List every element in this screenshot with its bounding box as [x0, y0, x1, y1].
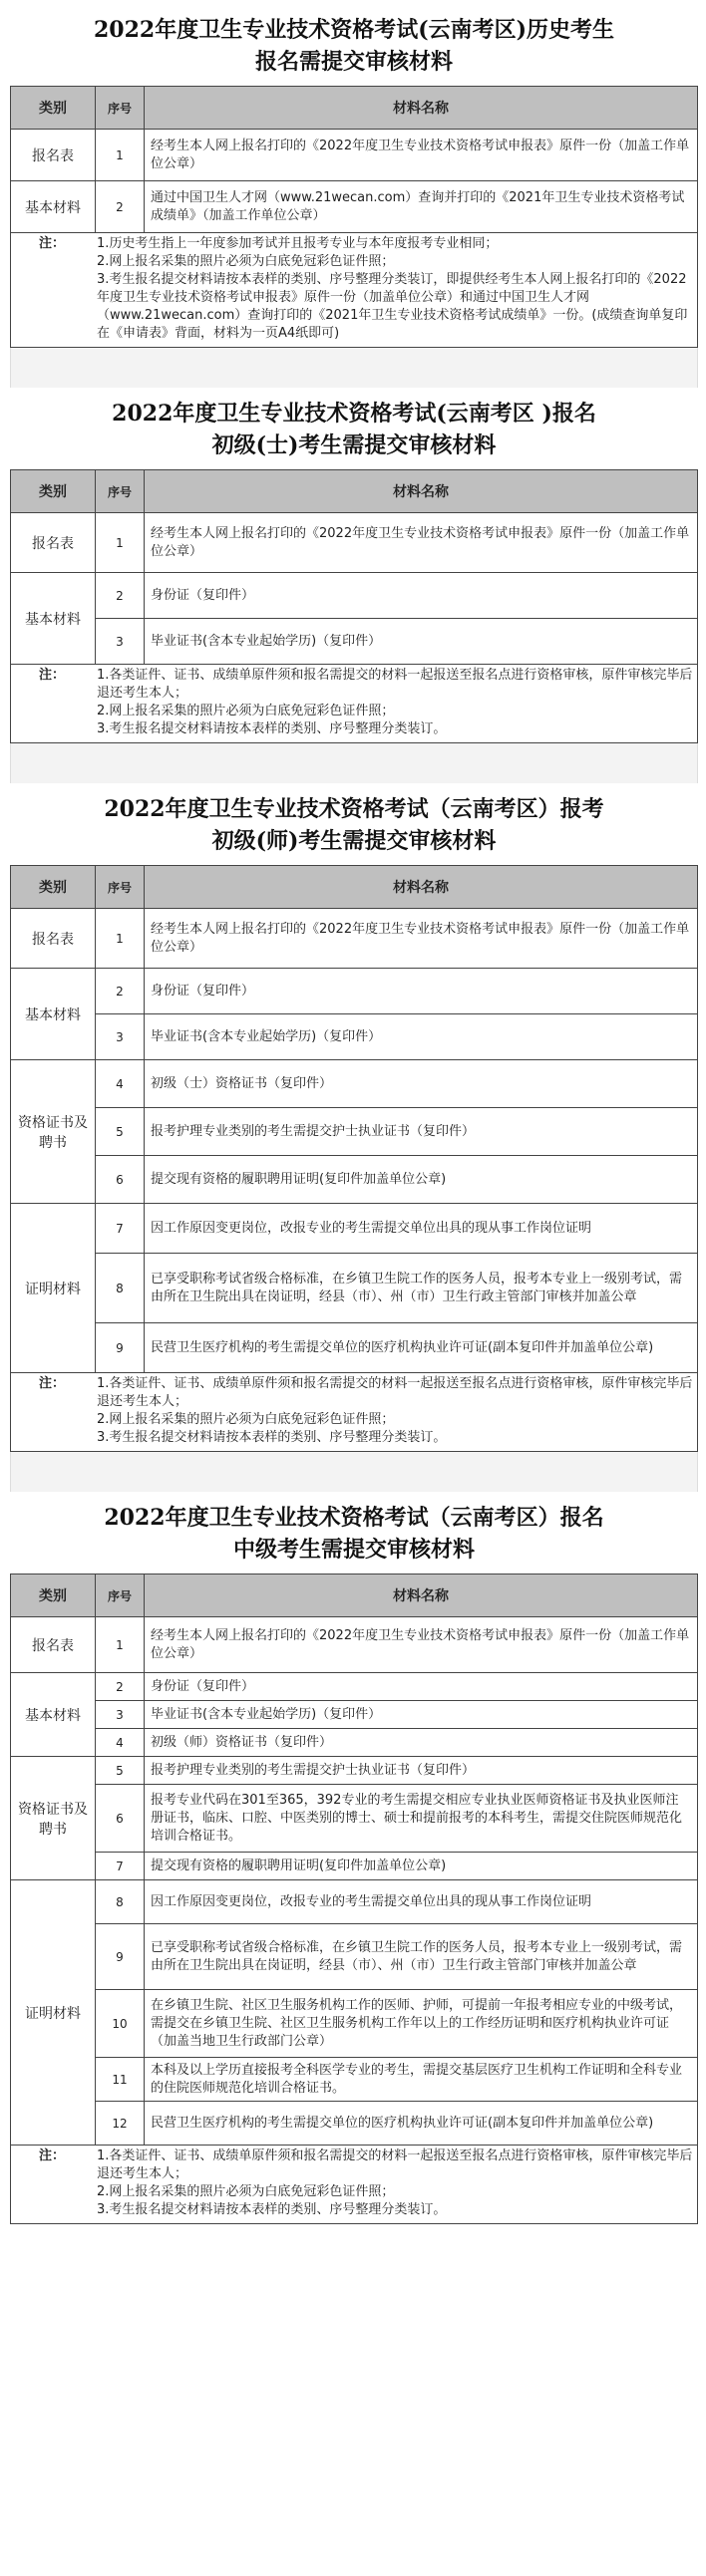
- number-cell: 9: [96, 1323, 145, 1373]
- notes-block: [10, 233, 698, 348]
- category-cell: 资格证书及聘书: [11, 1757, 96, 1880]
- table-row: [11, 1060, 698, 1108]
- category-cell: 证明材料: [11, 1204, 96, 1373]
- number-cell: 4: [96, 1060, 145, 1108]
- category-cell: 基本材料: [11, 573, 96, 665]
- section-title: 2022年度卫生专业技术资格考试(云南考区 )报名 初级(士)考生需提交审核材料: [112, 401, 596, 458]
- table-header-row: [11, 470, 698, 513]
- number-cell: 10: [96, 1990, 145, 2058]
- number-cell: 1: [96, 130, 145, 181]
- material-cell: 因工作原因变更岗位，改报专业的考生需提交单位出具的现从事工作岗位证明: [145, 1880, 698, 1924]
- note-label: 注：: [38, 1376, 65, 1391]
- note-item: 2.网上报名采集的照片必须为白底免冠彩色证件照；: [97, 2184, 395, 2199]
- note-item: 1.各类证件、证书、成绩单原件须和报名需提交的材料一起报送至报名点进行资格审核，原件审核完毕后退还考生本人；: [97, 2148, 693, 2181]
- category-cell: 基本材料: [11, 181, 96, 233]
- header-no: 序号: [96, 1574, 145, 1617]
- number-cell: 9: [96, 1924, 145, 1990]
- number-cell: 3: [96, 1014, 145, 1060]
- number-cell: 12: [96, 2102, 145, 2146]
- header-material: 材料名称: [145, 866, 698, 909]
- table-row: [11, 1254, 698, 1323]
- table-row: [11, 619, 698, 665]
- section-history: [10, 4, 698, 348]
- material-cell: 已享受职称考试省级合格标准，在乡镇卫生院工作的医务人员，报考本专业上一级别考试，需由所在卫生院出具在岗证明，经县（市）、州（市）卫生行政主管部门审核并加盖公章: [145, 1924, 698, 1990]
- materials-table: [10, 469, 698, 665]
- material-cell: 提交现有资格的履职聘用证明(复印件加盖单位公章): [145, 1853, 698, 1880]
- material-cell: 初级（士）资格证书（复印件）: [145, 1060, 698, 1108]
- material-cell: 提交现有资格的履职聘用证明(复印件加盖单位公章): [145, 1156, 698, 1204]
- number-cell: 8: [96, 1880, 145, 1924]
- material-cell: 身份证（复印件）: [145, 1673, 698, 1701]
- table-row: [11, 2058, 698, 2102]
- note-item: 1.各类证件、证书、成绩单原件须和报名需提交的材料一起报送至报名点进行资格审核，原件审核完毕后退还考生本人；: [97, 668, 693, 701]
- category-cell: 基本材料: [11, 969, 96, 1060]
- category-cell: 证明材料: [11, 1880, 96, 2146]
- number-cell: 1: [96, 909, 145, 969]
- material-cell: 报考护理专业类别的考生需提交护士执业证书（复印件）: [145, 1108, 698, 1156]
- material-cell: 报考护理专业类别的考生需提交护士执业证书（复印件）: [145, 1757, 698, 1785]
- number-cell: 2: [96, 1673, 145, 1701]
- material-cell: 毕业证书(含本专业起始学历)（复印件）: [145, 1701, 698, 1729]
- section-gap: [10, 743, 698, 783]
- table-row: [11, 1014, 698, 1060]
- note-item: 3.考生报名提交材料请按本表样的类别、序号整理分类装订。: [97, 1430, 447, 1445]
- header-category: 类别: [11, 866, 96, 909]
- category-cell: 报名表: [11, 909, 96, 969]
- section-gap: [10, 1452, 698, 1492]
- table-row: [11, 2102, 698, 2146]
- table-row: [11, 969, 698, 1014]
- material-cell: 通过中国卫生人才网（www.21wecan.com）查询并打印的《2021年卫生专业技术资格考试成绩单》（加盖工作单位公章）: [145, 181, 698, 233]
- number-cell: 3: [96, 1701, 145, 1729]
- table-row: [11, 1617, 698, 1673]
- header-category: 类别: [11, 87, 96, 130]
- section-intermediate: [10, 1492, 698, 2224]
- material-cell: 民营卫生医疗机构的考生需提交单位的医疗机构执业许可证(副本复印件并加盖单位公章): [145, 2102, 698, 2146]
- section-title: 2022年度卫生专业技术资格考试(云南考区)历史考生 报名需提交审核材料: [93, 17, 615, 75]
- notes-block: [10, 2146, 698, 2224]
- note-item: 3.考生报名提交材料请按本表样的类别、序号整理分类装订，即提供经考生本人网上报名打印的《2022年度卫生专业技术资格考试申报表》原件一份（加盖单位公章）和通过中国卫生人才网（www.21wecan.com）查询打印的《2021年卫生专业技术资格考试成绩单》一份。(成绩查询单复印在《申请表》背面，材料为一页A4纸即可): [97, 272, 688, 341]
- number-cell: 5: [96, 1108, 145, 1156]
- table-row: [11, 909, 698, 969]
- note-item: 2.网上报名采集的照片必须为白底免冠彩色证件照；: [97, 1412, 395, 1427]
- material-cell: 在乡镇卫生院、社区卫生服务机构工作的医师、护师，可提前一年报考相应专业的中级考试，需提交在乡镇卫生院、社区卫生服务机构工作年以上的工作经历证明和医疗机构执业许可证（加盖当地卫生行政部门公章）: [145, 1990, 698, 2058]
- note-label: 注：: [38, 668, 65, 683]
- number-cell: 2: [96, 969, 145, 1014]
- number-cell: 7: [96, 1204, 145, 1254]
- number-cell: 6: [96, 1156, 145, 1204]
- table-row: [11, 1156, 698, 1204]
- number-cell: 7: [96, 1853, 145, 1880]
- header-material: 材料名称: [145, 470, 698, 513]
- note-label: 注：: [38, 236, 65, 251]
- section-title: 2022年度卫生专业技术资格考试（云南考区）报名 中级考生需提交审核材料: [104, 1505, 604, 1563]
- number-cell: 5: [96, 1757, 145, 1785]
- materials-table: [10, 865, 698, 1373]
- section-gap: [10, 348, 698, 388]
- table-row: [11, 1729, 698, 1757]
- table-row: [11, 1108, 698, 1156]
- note-item: 3.考生报名提交材料请按本表样的类别、序号整理分类装订。: [97, 2202, 447, 2217]
- notes-block: [10, 1373, 698, 1452]
- material-cell: 已享受职称考试省级合格标准，在乡镇卫生院工作的医务人员，报考本专业上一级别考试，需由所在卫生院出具在岗证明，经县（市）、州（市）卫生行政主管部门审核并加盖公章: [145, 1254, 698, 1323]
- table-row: [11, 1701, 698, 1729]
- section-junior-shi-2: [10, 783, 698, 1452]
- table-row: [11, 1880, 698, 1924]
- table-row: [11, 1990, 698, 2058]
- table-row: [11, 573, 698, 619]
- table-row: [11, 1673, 698, 1701]
- category-cell: 报名表: [11, 513, 96, 573]
- material-cell: 经考生本人网上报名打印的《2022年度卫生专业技术资格考试申报表》原件一份（加盖工作单位公章）: [145, 513, 698, 573]
- number-cell: 4: [96, 1729, 145, 1757]
- section-title: 2022年度卫生专业技术资格考试（云南考区）报考 初级(师)考生需提交审核材料: [104, 796, 604, 854]
- notes-block: [10, 665, 698, 743]
- number-cell: 1: [96, 513, 145, 573]
- header-material: 材料名称: [145, 87, 698, 130]
- material-cell: 毕业证书(含本专业起始学历)（复印件）: [145, 1014, 698, 1060]
- materials-table: [10, 86, 698, 233]
- header-no: 序号: [96, 866, 145, 909]
- note-item: 2.网上报名采集的照片必须为白底免冠彩色证件照；: [97, 254, 395, 269]
- category-cell: 报名表: [11, 130, 96, 181]
- table-row: [11, 181, 698, 233]
- table-header-row: [11, 1574, 698, 1617]
- material-cell: 民营卫生医疗机构的考生需提交单位的医疗机构执业许可证(副本复印件并加盖单位公章): [145, 1323, 698, 1373]
- table-header-row: [11, 87, 698, 130]
- note-item: 1.各类证件、证书、成绩单原件须和报名需提交的材料一起报送至报名点进行资格审核，原件审核完毕后退还考生本人；: [97, 1376, 693, 1409]
- table-row: [11, 1853, 698, 1880]
- material-cell: 经考生本人网上报名打印的《2022年度卫生专业技术资格考试申报表》原件一份（加盖工作单位公章）: [145, 1617, 698, 1673]
- material-cell: 经考生本人网上报名打印的《2022年度卫生专业技术资格考试申报表》原件一份（加盖工作单位公章）: [145, 130, 698, 181]
- category-cell: 基本材料: [11, 1673, 96, 1757]
- note-item: 1.历史考生指上一年度参加考试并且报考专业与本年度报考专业相同；: [97, 236, 499, 251]
- table-row: [11, 513, 698, 573]
- material-cell: 本科及以上学历直接报考全科医学专业的考生，需提交基层医疗卫生机构工作证明和全科专业的住院医师规范化培训合格证书。: [145, 2058, 698, 2102]
- number-cell: 3: [96, 619, 145, 665]
- material-cell: 因工作原因变更岗位，改报专业的考生需提交单位出具的现从事工作岗位证明: [145, 1204, 698, 1254]
- number-cell: 6: [96, 1785, 145, 1853]
- material-cell: 身份证（复印件）: [145, 573, 698, 619]
- note-item: 2.网上报名采集的照片必须为白底免冠彩色证件照；: [97, 704, 395, 718]
- number-cell: 8: [96, 1254, 145, 1323]
- table-row: [11, 1757, 698, 1785]
- number-cell: 1: [96, 1617, 145, 1673]
- table-row: [11, 130, 698, 181]
- header-no: 序号: [96, 470, 145, 513]
- header-category: 类别: [11, 1574, 96, 1617]
- table-header-row: [11, 866, 698, 909]
- category-cell: 报名表: [11, 1617, 96, 1673]
- material-cell: 身份证（复印件）: [145, 969, 698, 1014]
- material-cell: 报考专业代码在301至365，392专业的考生需提交相应专业执业医师资格证书及执业医师注册证书，临床、口腔、中医类别的博士、硕士和提前报考的本科考生，需提交住院医师规范化培训合格证书。: [145, 1785, 698, 1853]
- number-cell: 2: [96, 181, 145, 233]
- category-cell: 资格证书及聘书: [11, 1060, 96, 1204]
- material-cell: 经考生本人网上报名打印的《2022年度卫生专业技术资格考试申报表》原件一份（加盖工作单位公章）: [145, 909, 698, 969]
- table-row: [11, 1785, 698, 1853]
- material-cell: 初级（师）资格证书（复印件）: [145, 1729, 698, 1757]
- number-cell: 11: [96, 2058, 145, 2102]
- material-cell: 毕业证书(含本专业起始学历)（复印件）: [145, 619, 698, 665]
- section-junior-shi: [10, 388, 698, 743]
- table-row: [11, 1924, 698, 1990]
- table-row: [11, 1204, 698, 1254]
- header-category: 类别: [11, 470, 96, 513]
- header-no: 序号: [96, 87, 145, 130]
- number-cell: 2: [96, 573, 145, 619]
- materials-table: [10, 1574, 698, 2146]
- note-item: 3.考生报名提交材料请按本表样的类别、序号整理分类装订。: [97, 721, 447, 736]
- header-material: 材料名称: [145, 1574, 698, 1617]
- note-label: 注：: [38, 2148, 65, 2163]
- table-row: [11, 1323, 698, 1373]
- document-page: [0, 4, 706, 2224]
